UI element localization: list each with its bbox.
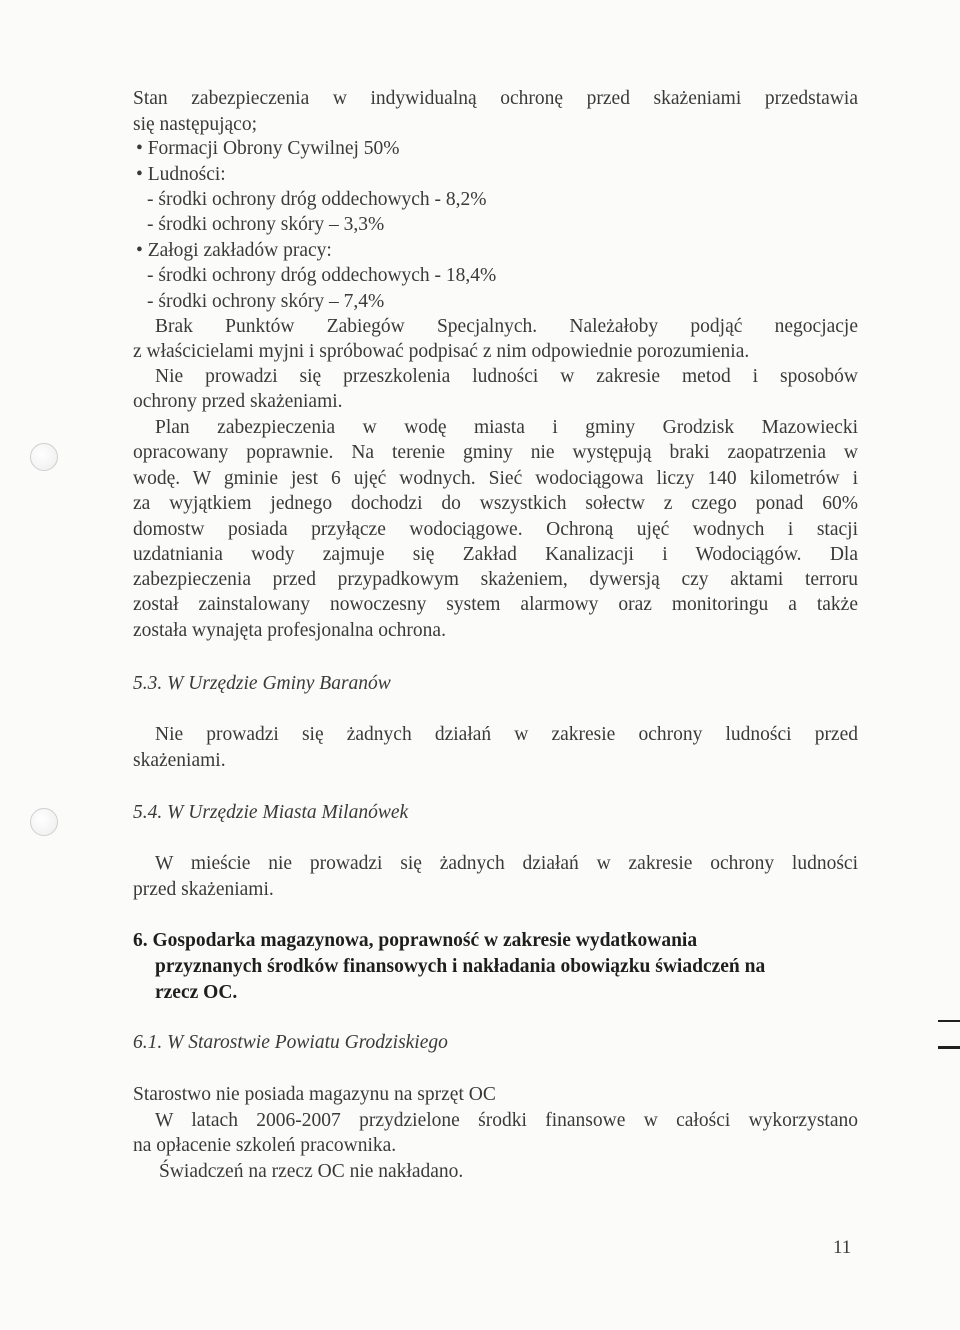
paragraph-line: Brak Punktów Zabiegów Specjalnych. Należałoby podjąć negocjacje <box>155 316 858 337</box>
paragraph-line: na opłacenie szkoleń pracownika. <box>133 1135 397 1156</box>
section-heading-6-1: 6.1. W Starostwie Powiatu Grodziskiego <box>133 1032 448 1053</box>
scan-edge-mark <box>938 1020 960 1022</box>
paragraph-line: się następująco; <box>133 114 257 135</box>
paragraph-line: wodę. W gminie jest 6 ujęć wodnych. Sieć wodociągowa liczy 140 kilometrów i <box>133 468 858 489</box>
sub-item: - środki ochrony skóry – 7,4% <box>147 291 385 312</box>
paragraph-line: za wyjątkiem jednego dochodzi do wszystkich sołectw z czego ponad 60% <box>133 493 858 514</box>
sub-item: - środki ochrony skóry – 3,3% <box>147 214 385 235</box>
paragraph-line: W mieście nie prowadzi się żadnych działań w zakresie ochrony ludności <box>155 853 858 874</box>
scan-edge-mark <box>938 1046 960 1049</box>
sub-item: - środki ochrony dróg oddechowych - 8,2% <box>147 189 487 210</box>
chapter-heading-6-line: rzecz OC. <box>155 982 238 1003</box>
paragraph-line: Stan zabezpieczenia w indywidualną ochronę przed skażeniami przedstawia <box>133 88 858 109</box>
paragraph-line: Plan zabezpieczenia w wodę miasta i gminy Grodzisk Mazowiecki <box>155 417 858 438</box>
paragraph-line: skażeniami. <box>133 750 226 771</box>
paragraph-line: Nie prowadzi się przeszkolenia ludności w zakresie metod i sposobów <box>155 366 858 387</box>
paragraph-line: przed skażeniami. <box>133 879 274 900</box>
bullet-item: • Załogi zakładów pracy: <box>136 240 332 261</box>
paragraph-line: została wynajęta profesjonalna ochrona. <box>133 620 446 641</box>
chapter-heading-6-line: przyznanych środków finansowych i nakładania obowiązku świadczeń na <box>155 956 766 977</box>
bullet-item: • Formacji Obrony Cywilnej 50% <box>136 138 400 159</box>
paragraph-line: zabezpieczenia przed przypadkowym skażeniem, dywersją czy aktami terroru <box>133 569 858 590</box>
chapter-heading-6: 6. Gospodarka magazynowa, poprawność w zakresie wydatkowania <box>133 930 698 951</box>
paragraph-line: opracowany poprawnie. Na terenie gminy nie występują braki zaopatrzenia w <box>133 442 858 463</box>
paragraph-line: domostw posiada przyłącze wodociągowe. Ochroną ujęć wodnych i stacji <box>133 519 858 540</box>
bullet-item: • Ludności: <box>136 164 226 185</box>
page-number: 11 <box>833 1237 852 1258</box>
paragraph-line: W latach 2006-2007 przydzielone środki finansowe w całości wykorzystano <box>155 1110 858 1131</box>
paragraph-line: Świadczeń na rzecz OC nie nakładano. <box>159 1161 464 1182</box>
paragraph-line: Nie prowadzi się żadnych działań w zakresie ochrony ludności przed <box>155 724 858 745</box>
punch-hole-mark <box>30 443 58 471</box>
sub-item: - środki ochrony dróg oddechowych - 18,4% <box>147 265 497 286</box>
paragraph-line: uzdatniania wody zajmuje się Zakład Kanalizacji i Wodociągów. Dla <box>133 544 858 565</box>
paragraph-line: został zainstalowany nowoczesny system alarmowy oraz monitoringu a także <box>133 594 858 615</box>
section-heading-5-4: 5.4. W Urzędzie Miasta Milanówek <box>133 802 409 823</box>
section-heading-5-3: 5.3. W Urzędzie Gminy Baranów <box>133 673 391 694</box>
paragraph-line: Starostwo nie posiada magazynu na sprzęt OC <box>133 1084 496 1105</box>
paragraph-line: ochrony przed skażeniami. <box>133 391 343 412</box>
paragraph-line: z właścicielami myjni i spróbować podpisać z nim odpowiednie porozumienia. <box>133 341 750 362</box>
punch-hole-mark <box>30 808 58 836</box>
